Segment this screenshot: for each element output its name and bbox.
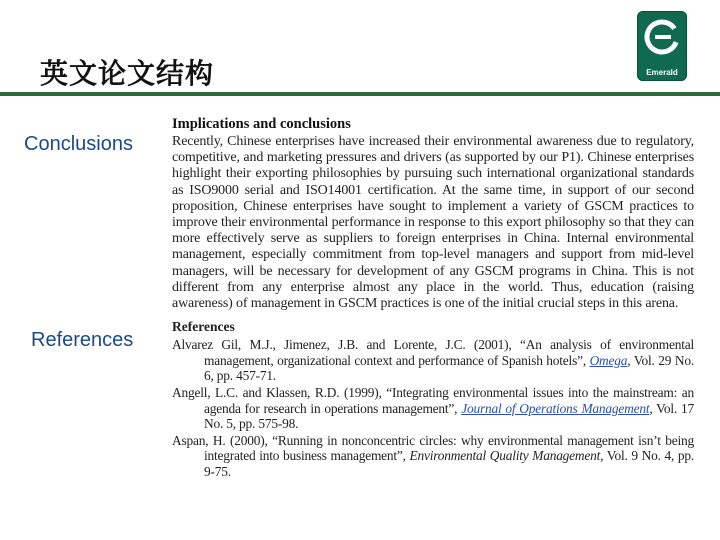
conclusions-label: Conclusions: [24, 133, 133, 155]
article-excerpt: [172, 116, 694, 481]
references-heading: References: [172, 319, 235, 335]
reference-source-link[interactable]: Journal of Operations Management: [461, 400, 650, 416]
reference-text: Angell, L.C. and Klassen, R.D. (1999), “Integrating environmental issues into the mainstream: an agenda for research in operations management”,: [172, 385, 694, 416]
title-divider: [0, 92, 720, 96]
reference-text: Alvarez Gil, M.J., Jimenez, J.B. and Lorente, J.C. (2001), “An analysis of environmental management, organizational context and performance of Spanish hotels”,: [172, 337, 694, 368]
reference-item: [172, 337, 694, 384]
logo-text: Emerald: [646, 68, 678, 77]
references-label: References: [31, 329, 134, 351]
reference-source-link[interactable]: Omega: [589, 352, 628, 368]
reference-text: Aspan, H. (2000), “Running in nonconcentric circles: why environmental management isn’t being integrated into business management”,: [172, 432, 694, 464]
reference-details: , Vol. 29 No. 6, pp. 457-71.: [204, 352, 694, 384]
section-heading: Implications and conclusions: [172, 116, 351, 132]
conclusion-paragraph: Recently, Chinese enterprises have increased their environmental awareness due to regulatory, competitive, and marketing pressures and drivers (as supported by our P1). Chinese enterprises highlight their exporting philosophies by pursuing such international organizational standards as ISO9000 serial and ISO14001 certification. At the same time, in support of our second proposition, Chinese enterprises have sought to implement a variety of GSCM practices to improve their environmental performance in response to this export philosophy so that they can more effectively serve as suppliers to foreign enterprises in China. Internal environmental management, especially commitment from top-level managers and support from mid-level managers, will be necessary for development of any GSCM programs in China. This is not different from any enterprise almost any place in the world. Thus, education (raising awareness) of management in GSCM practices is one of the initial crucial steps in this arena.: [172, 134, 694, 312]
reference-item: [172, 433, 694, 480]
reference-source: Environmental Quality Management: [409, 448, 601, 464]
slide-title: 英文论文结构: [40, 57, 215, 90]
reference-item: [172, 385, 694, 432]
emerald-logo: [637, 11, 687, 81]
emerald-e-icon: [643, 17, 681, 57]
reference-list: [172, 337, 694, 479]
reference-details: , Vol. 9 No. 4, pp. 9-75.: [204, 448, 694, 479]
reference-details: , Vol. 17 No. 5, pp. 575-98.: [204, 400, 694, 432]
